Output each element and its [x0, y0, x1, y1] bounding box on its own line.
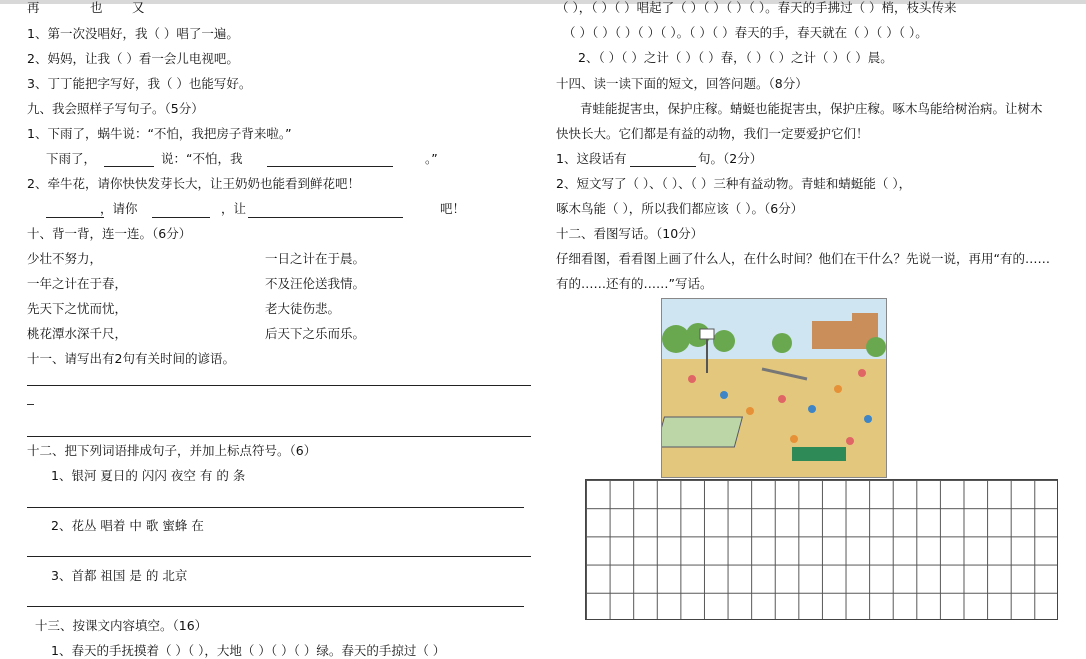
- tree: [662, 325, 690, 353]
- picture-writing-instruction-2: 有的……还有的……”写话。: [556, 276, 713, 291]
- q9-item2-end: 吧！: [440, 201, 466, 216]
- q9-item2-please: ，请你: [100, 201, 138, 216]
- answer-blank[interactable]: [152, 217, 210, 218]
- q13-line-2: （ ）（ ）（ ）（ ）（ ）。（ ）（ ）春天的手，春天就在（ ）（ ）（ ）。: [563, 25, 928, 40]
- q14-question-1b: 句。（2分）: [698, 151, 763, 166]
- jump-mat: [662, 417, 742, 447]
- header-char-1: 再: [27, 0, 40, 15]
- writing-line[interactable]: [27, 556, 531, 557]
- picture-writing-title: 十二、看图写话。（10分）: [556, 226, 704, 241]
- writing-line[interactable]: [27, 507, 524, 508]
- q9-title: 九、我会照样子写句子。（5分）: [27, 101, 204, 116]
- writing-line[interactable]: [27, 436, 531, 437]
- q9-fill-middle: 说：“不怕，我: [161, 151, 243, 166]
- school-building: [812, 321, 852, 349]
- q13-title: 十三、按课文内容填空。（16）: [35, 618, 208, 633]
- q14-question-2-line-1: 2、短文写了（ ）、（ ）、（ ）三种有益动物。青蛙和蜻蜓能（ ），: [556, 176, 912, 191]
- q11-title: 十一、请写出有2句有关时间的谚语。: [27, 351, 235, 366]
- q12-item-2: 2、花丛 唱着 中 歌 蜜蜂 在: [51, 518, 204, 533]
- q12-item-3: 3、首都 祖国 是 的 北京: [51, 568, 188, 583]
- q9-fill-end: 。”: [425, 151, 438, 166]
- q10-left-1: 少壮不努力，: [27, 251, 103, 266]
- q8-item-3: 3、丁丁能把字写好，我（ ）也能写好。: [27, 76, 252, 91]
- q13-item-2: 2、（ ）（ ）之计（ ）（ ）春，（ ）（ ）之计（ ）（ ）晨。: [578, 50, 893, 65]
- q10-left-4: 桃花潭水深千尺，: [27, 326, 128, 341]
- q14-passage-line-2: 快快长大。它们都是有益的动物，我们一定要爱护它们！: [556, 126, 869, 141]
- child-figure: [864, 415, 872, 423]
- q9-item-2: 2、牵牛花，请你快快发芽长大，让王奶奶也能看到鲜花吧！: [27, 176, 360, 191]
- q14-passage-line-1: 青蛙能捉害虫，保护庄稼。蜻蜓也能捉害虫，保护庄稼。啄木鸟能给树治病。让树木: [580, 101, 1043, 116]
- header-char-2: 也: [90, 0, 103, 15]
- q10-left-3: 先天下之忧而忧，: [27, 301, 128, 316]
- child-figure: [834, 385, 842, 393]
- q10-left-2: 一年之计在于春，: [27, 276, 128, 291]
- q8-item-2: 2、妈妈，让我（ ）看一会儿电视吧。: [27, 51, 239, 66]
- q14-question-1a: 1、这段话有: [556, 151, 627, 166]
- q12-item-1: 1、银河 夏日的 闪闪 夜空 有 的 条: [51, 468, 246, 483]
- tree: [772, 333, 792, 353]
- ping-pong-table: [792, 447, 846, 461]
- child-figure: [790, 435, 798, 443]
- q13-line-1-cont: （ ），（ ）（ ）唱起了（ ）（ ）（ ）（ ）。春天的手拂过（ ）梢，枝头传来: [556, 0, 957, 15]
- child-figure: [746, 407, 754, 415]
- answer-blank[interactable]: [267, 166, 393, 167]
- child-figure: [720, 391, 728, 399]
- q9-item2-let: ，让: [221, 201, 247, 216]
- q10-right-2: 不及汪伦送我情。: [265, 276, 366, 291]
- answer-blank[interactable]: [46, 217, 104, 218]
- q9-example: 1、下雨了，蜗牛说：“不怕，我把房子背来啦。”: [27, 126, 292, 141]
- basketball-backboard: [700, 329, 714, 339]
- tree: [713, 330, 735, 352]
- q9-fill-prefix: 下雨了，: [46, 151, 97, 166]
- playground-illustration: [661, 298, 887, 478]
- q10-right-1: 一日之计在于晨。: [265, 251, 366, 266]
- q12-title: 十二、把下列词语排成句子，并加上标点符号。（6）: [27, 443, 317, 458]
- q8-item-1: 1、第一次没唱好，我（ ）唱了一遍。: [27, 26, 239, 41]
- child-figure: [688, 375, 696, 383]
- playground-scene: [662, 299, 887, 478]
- q13-line-1: 1、春天的手抚摸着（ ）（ ），大地（ ）（ ）（ ）绿。春天的手掠过（ ）: [51, 643, 446, 658]
- child-figure: [858, 369, 866, 377]
- q14-title: 十四、读一读下面的短文，回答问题。（8分）: [556, 76, 808, 91]
- q10-right-4: 后天下之乐而乐。: [265, 326, 366, 341]
- q14-question-2-line-2: 啄木鸟能（ ），所以我们都应该（ ）。（6分）: [556, 201, 804, 216]
- child-figure: [778, 395, 786, 403]
- tree: [866, 337, 886, 357]
- writing-grid[interactable]: [585, 479, 1058, 620]
- child-figure: [808, 405, 816, 413]
- writing-line[interactable]: [27, 385, 531, 386]
- q10-title: 十、背一背，连一连。（6分）: [27, 226, 192, 241]
- writing-line[interactable]: [27, 606, 524, 607]
- answer-blank[interactable]: [630, 166, 696, 167]
- child-figure: [846, 437, 854, 445]
- answer-blank[interactable]: [104, 166, 154, 167]
- stray-dash: [27, 404, 34, 405]
- answer-blank[interactable]: [248, 217, 403, 218]
- picture-writing-instruction-1: 仔细看图，看看图上画了什么人，在什么时间？他们在干什么？先说一说，再用“有的……: [556, 251, 1050, 266]
- q10-right-3: 老大徒伤悲。: [265, 301, 341, 316]
- header-char-3: 又: [132, 0, 145, 15]
